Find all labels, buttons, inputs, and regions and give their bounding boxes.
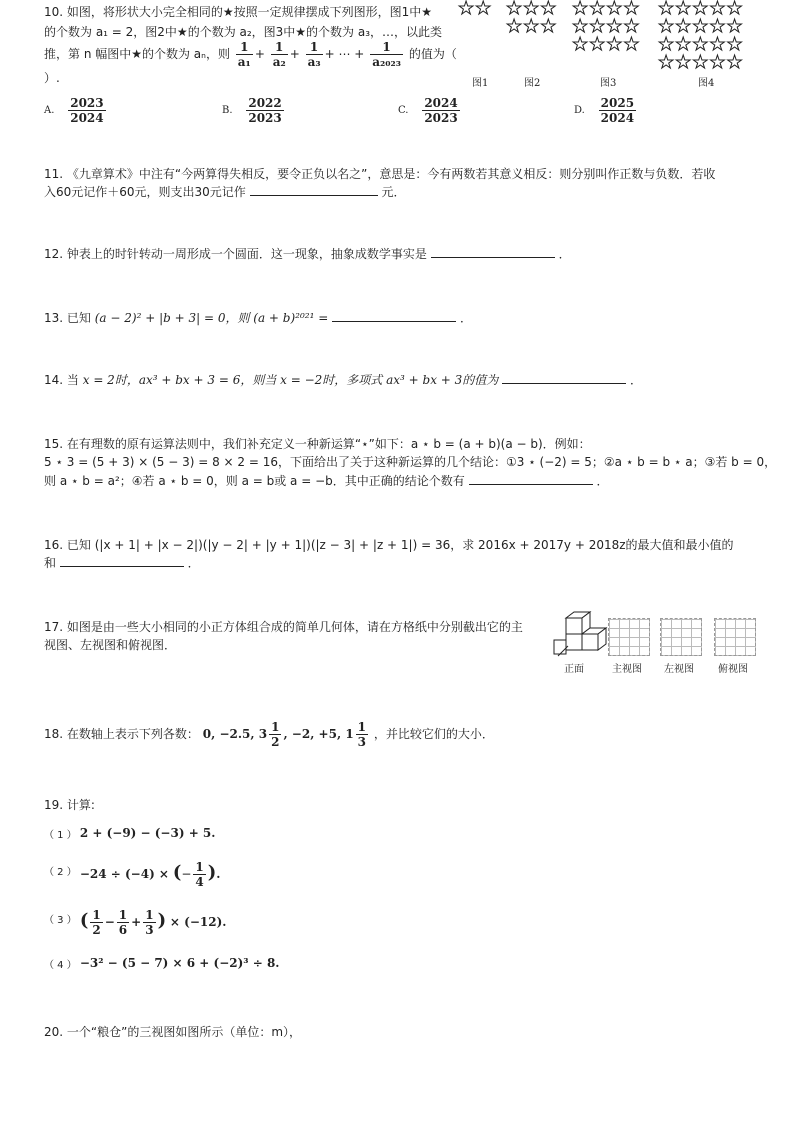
option-a[interactable] [44,96,108,125]
q12-post: ． [558,247,571,261]
option-b-num: 2022 [248,96,282,110]
q13-post: ． [459,311,472,325]
star-figure-3: ★★★★ ★★★★ ★★★★ [572,0,641,55]
frac-1-a1: $\frac{1}{\text{a₁}}$ [237,40,251,69]
q15-line3-pre: 则 a ⋆ b = a²；④若 a ⋆ b = 0，则 a = b或 a = −b．其中正确的结论个数有 [44,474,465,488]
q15-line3-post: ． [596,474,609,488]
q19-item-2: （ 2 ） −24 ÷ (−4) × (− $\frac{1}{4}$ ). [44,860,221,889]
q12-answer-blank[interactable] [431,245,555,258]
frac-q19-2: $\frac{1}{4}$ [195,860,204,889]
q10-line3-pre: 推，第 n 幅图中★的个数为 aₙ，则 [44,47,230,61]
q11-line2-pre: 入60元记作＋60元，则支出30元记作 [44,185,246,199]
cube-solid-figure [552,610,608,658]
option-a-den: 2024 [70,111,104,125]
frac-1-a2023: $\frac{1}{\text{a₂₀₂₃}}$ [372,40,401,69]
q13-pre: 13. 已知 [44,311,91,325]
option-c-label: C. [398,105,409,116]
option-d-den: 2024 [600,111,635,125]
label-top-view: 俯视图 [718,664,748,675]
label-left-view: 左视图 [664,664,694,675]
q10-line4: ）. [44,71,60,85]
q19-item-2-idx: （ 2 ） [44,867,77,878]
q16-line2-post: ． [187,556,200,570]
q10-line3-post: 的值为（ [408,47,457,61]
option-b-den: 2023 [248,111,282,125]
q13 [44,308,472,328]
label-front: 正面 [564,664,584,675]
q20: 20. 一个“粮仓”的三视图如图所示（单位：m）， [44,1025,302,1039]
q19-item-2-expr: −24 ÷ (−4) × [79,867,169,881]
q18-nums: 0, −2.5, 3 [202,727,268,741]
star-figure-1: ★★ [458,0,493,19]
q13-answer-blank[interactable] [332,309,456,322]
q18-post: ，并比较它们的大小． [373,727,494,741]
frac-1-a2: $\frac{1}{\text{a₂}}$ [272,40,286,69]
q16-line2 [44,553,200,573]
figure-label-4: 图4 [698,78,715,89]
q11-line1: 11. 《九章算术》中注有“今两算得失相反，要令正负以名之”，意思是：今有两数若其意义相反：则分别叫作正数与负数．若收 [44,167,716,181]
q15-line3 [44,471,608,491]
q18 [44,720,494,749]
q16-line1: 16. 已知 (|x + 1| + |x − 2|)(|y − 2| + |y + 1|)(|z − 3| + |z + 1|) = 36，求 2016x + 2017y + 2018z的最大值和最小值的 [44,538,734,552]
q18-mid: , −2, +5, 1 [283,727,354,741]
frac-one-third: $\frac{1}{3}$ [357,720,367,749]
q19-item-1-expr: 2 + (−9) − (−3) + 5. [79,826,216,840]
figure-label-1: 图1 [472,78,489,89]
q13-expr: (a − 2)² + |b + 3| = 0，则 (a + b)²⁰²¹ = [94,311,329,325]
grid-top-view[interactable] [714,618,756,656]
q12-text: 12. 钟表上的时针转动一周形成一个圆面．这一现象，抽象成数学事实是 [44,247,427,261]
option-d-label: D. [574,105,585,116]
q19-item-1-idx: （ 1 ） [44,830,77,841]
q10-line3: 推，第 n 幅图中★的个数为 aₙ，则 $\frac{1}{\text{a₁}}$ + $\frac{1}{\text{a₂}}$ + $\frac{1}{\text{a₃}}$ + ⋯ + $\frac{1}{\text{a₂₀₂₃}}$ 的值为（ [44,40,457,69]
q17-line2: 视图、左视图和俯视图． [44,638,177,652]
q15-line2: 5 ⋆ 3 = (5 + 3) × (5 − 3) = 8 × 2 = 16，下面给出了关于这种新运算的几个结论：①3 ⋆ (−2) = 5；②a ⋆ b = b ⋆ a；③若 b = 0， [44,455,777,469]
q19-item-4-idx: （ 4 ） [44,960,77,971]
q19-item-3: （ 3 ） ( $\frac{1}{2}$ − $\frac{1}{6}$ + $\frac{1}{3}$ ) × (−12). [44,908,227,937]
q11-line2 [44,182,405,202]
figure-label-3: 图3 [600,78,617,89]
star-figure-4: ★★★★★ ★★★★★ ★★★★★ ★★★★★ [658,0,744,73]
q19-item-3-idx: （ 3 ） [44,915,77,926]
q14-post: ． [629,373,642,387]
option-b-label: B. [222,105,233,116]
option-d-num: 2025 [600,96,635,110]
option-a-num: 2023 [70,96,104,110]
q14-pre: 14. 当 [44,373,79,387]
grid-front-view[interactable] [608,618,650,656]
q14-expr: x = 2时，ax³ + bx + 3 = 6，则当 x = −2时，多项式 ax³ + bx + 3的值为 [82,373,499,387]
grid-left-view[interactable] [660,618,702,656]
q10-line2: 的个数为 a₁ = 2，图2中★的个数为 a₂，图3中★的个数为 a₃，…，以此类 [44,25,443,39]
q11-line2-post: 元． [381,185,406,199]
option-c[interactable] [398,96,462,125]
q15-line1: 15. 在有理数的原有运算法则中，我们补充定义一种新运算“⋆”如下：a ⋆ b = (a + b)(a − b)．例如： [44,437,591,451]
q19-item-4 [44,956,280,971]
option-b[interactable] [222,96,286,125]
option-c-num: 2024 [424,96,458,110]
q19-item-4-expr: −3² − (5 − 7) × 6 + (−2)³ ÷ 8. [79,956,280,970]
q19-title: 19. 计算: [44,798,95,812]
q19-item-3-expr: × (−12). [169,915,227,929]
figure-label-2: 图2 [524,78,541,89]
label-main-view: 主视图 [612,664,642,675]
option-c-den: 2023 [424,111,458,125]
q18-pre: 18. 在数轴上表示下列各数： [44,727,199,741]
option-d[interactable] [574,96,638,125]
frac-1-a3: $\frac{1}{\text{a₃}}$ [307,40,321,69]
star-figure-2: ★★★ ★★★ [506,0,558,37]
q16-answer-blank[interactable] [60,554,184,567]
option-a-label: A. [44,105,55,116]
q16-line2-pre: 和 [44,556,57,570]
q11-answer-blank[interactable] [250,183,378,196]
q15-answer-blank[interactable] [469,472,593,485]
frac-one-half: $\frac{1}{2}$ [271,720,280,749]
q14 [44,370,642,390]
q14-answer-blank[interactable] [502,371,626,384]
q12 [44,244,571,264]
q19-item-1 [44,826,215,841]
q17-line1: 17. 如图是由一些大小相同的小正方体组合成的简单几何体，请在方格纸中分别截出它的主 [44,620,523,634]
q10-line1: 10. 如图，将形状大小完全相同的★按照一定规律摆成下列图形，图1中★ [44,5,433,19]
